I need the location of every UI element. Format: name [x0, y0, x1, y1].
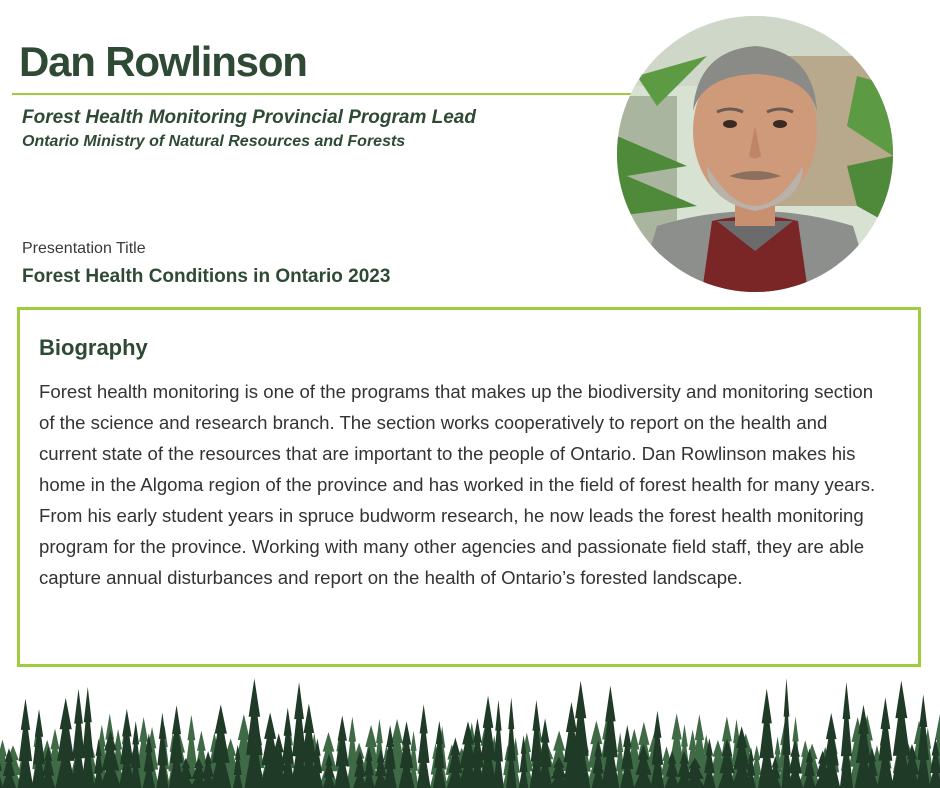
tree-silhouette [840, 682, 853, 788]
forest-treeline-banner [0, 672, 940, 788]
tree-silhouette [55, 698, 76, 788]
portrait-illustration [617, 16, 893, 292]
speaker-role: Forest Health Monitoring Provincial Program Lead [22, 107, 476, 128]
presentation-title: Forest Health Conditions in Ontario 2023 [22, 266, 391, 287]
biography-text: Forest health monitoring is one of the programs that makes up the biodiversity and monitoring section of the science and research branch. The section works cooperatively to report on the health and current state of the resources that are important to the people of Ontario. Dan Rowlinson makes his home in the Algoma region of the province and has worked in the field of forest health for many years. From his early student years in spruce budworm research, he now leads the forest health monitoring program for the province. Working with many other agencies and passionate field staff, they are able capture annual disturbances and report on the health of Ontario’s forested landscape. [39, 381, 876, 588]
portrait-photo [617, 16, 893, 292]
biography-heading: Biography [39, 335, 148, 360]
tree-silhouette [417, 704, 431, 788]
presentation-title-label: Presentation Title [22, 240, 146, 257]
tree-silhouette [877, 697, 894, 788]
speaker-organization: Ontario Ministry of Natural Resources and Forests [22, 133, 406, 150]
biography-panel [17, 307, 921, 667]
tree-silhouette [81, 687, 95, 788]
tree-silhouette [17, 699, 33, 788]
header-divider [12, 93, 632, 95]
speaker-name: Dan Rowlinson [19, 38, 307, 85]
tree-silhouette [334, 715, 350, 788]
tree-silhouette [32, 709, 46, 788]
